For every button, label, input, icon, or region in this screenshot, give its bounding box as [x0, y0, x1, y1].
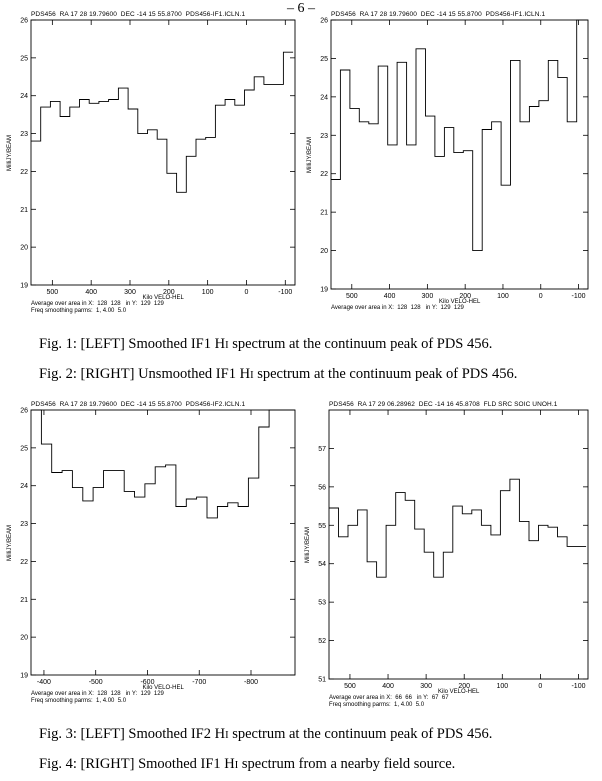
x-tick-label: -400: [36, 679, 51, 686]
y-axis-label: MilliJY/BEAM: [307, 136, 313, 173]
x-tick-label: -100: [571, 293, 586, 300]
y-tick-label: 26: [320, 17, 328, 25]
spectrum-series: [329, 479, 586, 577]
y-tick-label: 24: [20, 483, 28, 491]
chart-header: PDS456 RA 17 28 19.79600 DEC -14 15 55.8700 PDS456-IF1.ICLN.1: [31, 11, 246, 18]
y-tick-label: 21: [20, 596, 28, 604]
x-tick-label: 0: [538, 683, 543, 690]
y-tick-label: 54: [318, 561, 326, 569]
y-tick-label: 20: [20, 244, 28, 252]
y-axis-label: MilliJY/BEAM: [7, 134, 13, 171]
y-tick-label: 55: [318, 522, 326, 530]
x-axis-label: Kilo VELO-HEL: [438, 689, 480, 695]
chart-header: PDS456 RA 17 28 19.79600 DEC -14 15 55.8700 PDS456-IF1.ICLN.1: [331, 11, 546, 18]
figure-4-caption: Fig. 4: [RIGHT] Smoothed IF1 HI spectrum from a nearby field source.: [39, 756, 456, 772]
x-axis-label: Kilo VELO-HEL: [439, 299, 481, 305]
y-tick-label: 19: [320, 286, 328, 294]
chart-footer-line: Freq smoothing parms: 1, 4.00 5.0: [31, 308, 127, 314]
x-tick-label: -700: [192, 679, 207, 686]
x-tick-label: 500: [46, 289, 59, 296]
y-tick-label: 23: [320, 132, 328, 140]
x-tick-label: -600: [140, 679, 155, 686]
x-tick-label: 0: [538, 293, 543, 300]
x-tick-label: 300: [421, 293, 434, 300]
figure-2-caption: Fig. 2: [RIGHT] Unsmoothed IF1 HI spectrum at the continuum peak of PDS 456.: [39, 366, 518, 382]
y-axis-label: MilliJY/BEAM: [7, 524, 13, 561]
y-tick-label: 20: [20, 634, 28, 642]
x-tick-label: 500: [344, 683, 356, 690]
y-tick-label: 21: [320, 209, 328, 217]
y-tick-label: 25: [20, 55, 28, 63]
y-tick-label: 51: [318, 676, 326, 684]
y-tick-label: 25: [20, 445, 28, 453]
x-tick-label: 200: [162, 289, 175, 296]
x-tick-label: 100: [201, 289, 214, 296]
x-tick-label: 100: [497, 293, 509, 300]
x-tick-label: 400: [85, 289, 98, 296]
x-tick-label: 400: [382, 683, 394, 690]
y-tick-label: 19: [20, 282, 28, 290]
chart-footer-line: Average over area in X: 128 128 in Y: 129 129: [31, 301, 164, 307]
x-axis-label: Kilo VELO-HEL: [142, 685, 184, 691]
x-tick-label: -100: [571, 683, 586, 690]
page-number: – 6 –: [287, 1, 315, 16]
y-tick-label: 22: [20, 168, 28, 176]
chart-footer-line: Freq smoothing parms: 1, 4.00 5.0: [31, 698, 127, 704]
y-tick-label: 19: [20, 672, 28, 680]
figure-3-caption: Fig. 3: [LEFT] Smoothed IF2 HI spectrum at the continuum peak of PDS 456.: [39, 726, 493, 742]
x-tick-label: 300: [420, 683, 432, 690]
chart-footer-line: Average over area in X: 128 128 in Y: 129 129: [31, 691, 164, 697]
x-tick-label: -100: [278, 289, 293, 296]
chart-footer-line: Freq smoothing parms: 1, 4.00 5.0: [329, 702, 425, 708]
x-tick-label: -800: [243, 679, 259, 686]
y-tick-label: 26: [20, 17, 28, 25]
y-tick-label: 25: [320, 55, 328, 63]
y-tick-label: 57: [318, 445, 326, 453]
chart-footer-line: Average over area in X: 66 66 in Y: 67 67: [329, 695, 449, 701]
y-tick-label: 24: [20, 93, 28, 101]
chart-footer-line: Average over area in X: 128 128 in Y: 129 129: [331, 305, 464, 311]
y-tick-label: 23: [20, 131, 28, 139]
y-tick-label: 22: [20, 558, 28, 566]
chart-header: PDS456 RA 17 28 19.79600 DEC -14 15 55.8700 PDS456-IF2.ICLN.1: [31, 401, 246, 408]
y-tick-label: 21: [20, 206, 28, 214]
y-tick-label: 26: [20, 407, 28, 415]
x-tick-label: 200: [459, 293, 472, 300]
x-tick-label: 500: [345, 293, 358, 300]
x-tick-label: 0: [244, 289, 249, 296]
y-tick-label: 56: [318, 484, 326, 492]
x-axis-label: Kilo VELO-HEL: [142, 295, 184, 301]
chart-header: PDS456 RA 17 29 06.28962 DEC -14 16 45.8708 FLD SRC SOIC UNOH.1: [329, 401, 558, 408]
x-tick-label: 100: [496, 683, 509, 690]
x-tick-label: 200: [458, 683, 471, 690]
y-tick-label: 24: [320, 94, 328, 102]
y-tick-label: 53: [318, 599, 326, 607]
y-tick-label: 22: [320, 171, 328, 179]
y-tick-label: 23: [20, 521, 28, 529]
y-tick-label: 20: [320, 248, 328, 256]
x-tick-label: 400: [383, 293, 396, 300]
plot-frame: [329, 410, 588, 679]
y-axis-label: MilliJY/BEAM: [305, 526, 311, 563]
x-tick-label: 300: [124, 289, 136, 296]
figure-1-caption: Fig. 1: [LEFT] Smoothed IF1 HI spectrum at the continuum peak of PDS 456.: [39, 336, 493, 352]
x-tick-label: -500: [88, 679, 103, 686]
y-tick-label: 52: [318, 638, 326, 646]
